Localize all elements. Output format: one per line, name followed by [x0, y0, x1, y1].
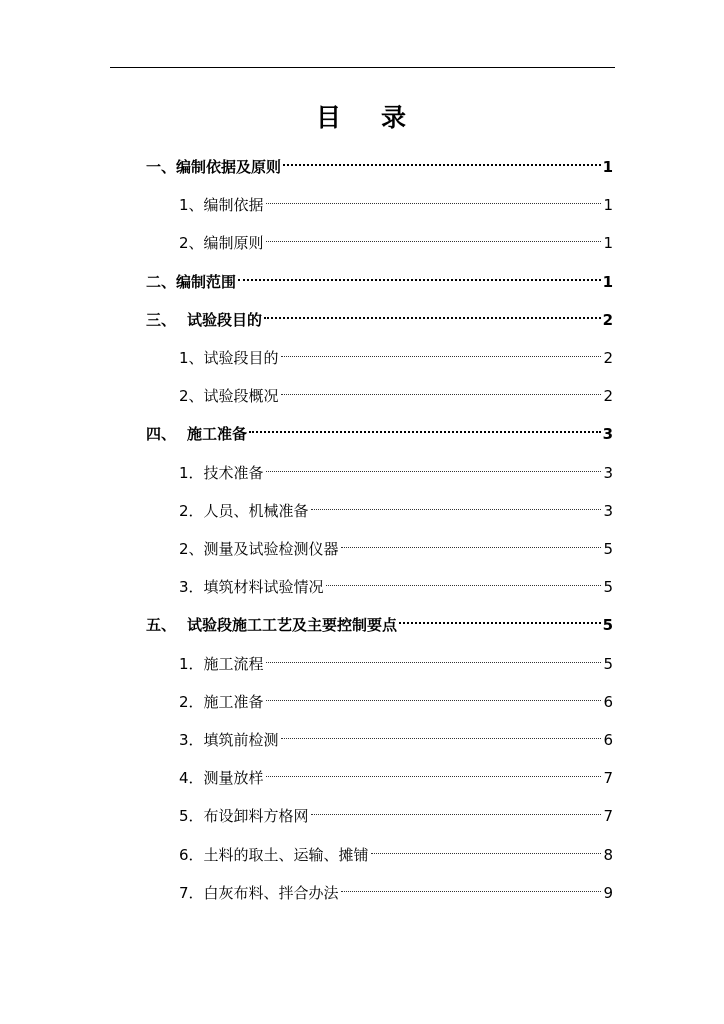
- toc-entry-number: 三、: [146, 310, 177, 329]
- toc-dot-leader: [341, 872, 602, 898]
- toc-section-entry[interactable]: [179, 643, 613, 673]
- header-rule: [110, 67, 615, 68]
- toc-entry-number: 3．: [179, 731, 204, 749]
- toc-section-entry[interactable]: [179, 795, 613, 826]
- toc-entry-number: 五、: [146, 616, 177, 635]
- toc-section-entry[interactable]: [179, 452, 613, 482]
- toc-entry-number: 一、: [146, 158, 177, 176]
- toc-section-entry[interactable]: [179, 184, 613, 215]
- toc-section-entry[interactable]: [179, 375, 613, 406]
- toc-entry-number: 7．: [179, 883, 204, 902]
- toc-section-entry[interactable]: [179, 490, 613, 520]
- toc-entry-number: 2、: [179, 540, 204, 558]
- page-title: [0, 100, 724, 136]
- toc-page-number: 2: [602, 310, 613, 329]
- toc-entry-number: 1．: [179, 654, 204, 673]
- toc-page-number: 3: [602, 425, 613, 444]
- toc-entry-title: 编制原则: [203, 234, 264, 253]
- toc-entry-number: 2、: [179, 234, 204, 253]
- toc-entry-title: 试验段目的: [187, 310, 263, 329]
- toc-entry-title: 土料的取土、运输、摊铺: [203, 845, 369, 864]
- toc-page-number: 1: [602, 158, 613, 176]
- toc-entry-title: 编制依据: [203, 196, 264, 215]
- toc-section-entry[interactable]: [179, 528, 613, 558]
- toc-chapter-entry[interactable]: [146, 146, 613, 176]
- toc-dot-leader: [266, 757, 602, 783]
- toc-dot-leader: [311, 490, 602, 516]
- toc-page-number: 5: [602, 616, 613, 635]
- toc-entry-number: 2．: [179, 692, 204, 711]
- toc-entry-title: 施工流程: [203, 654, 264, 673]
- toc-entry-title: 填筑前检测: [203, 731, 279, 749]
- title-char-1: 目: [315, 103, 343, 132]
- toc-entry-number: 1、: [179, 196, 204, 215]
- toc-section-entry[interactable]: [179, 337, 613, 367]
- toc-dot-leader: [311, 795, 602, 821]
- toc-page-number: 5: [603, 654, 613, 673]
- toc-page-number: 3: [603, 463, 613, 482]
- toc-page-number: 7: [603, 807, 613, 826]
- toc-section-entry[interactable]: [179, 834, 613, 864]
- toc-page-number: 8: [603, 845, 613, 864]
- toc-page-number: 7: [603, 769, 613, 788]
- toc-page-number: 2: [603, 387, 613, 406]
- toc-dot-leader: [266, 452, 602, 478]
- toc-entry-title: 布设卸料方格网: [203, 807, 309, 826]
- toc-dot-leader: [238, 261, 601, 287]
- toc-page-number: 1: [602, 272, 613, 291]
- toc-dot-leader: [266, 184, 602, 210]
- toc-entry-number: 2．: [179, 501, 204, 520]
- toc-dot-leader: [264, 299, 601, 325]
- toc-dot-leader: [249, 413, 601, 439]
- toc-dot-leader: [266, 643, 602, 669]
- toc-entry-title: 测量及试验检测仪器: [203, 540, 339, 558]
- toc-chapter-entry[interactable]: [146, 413, 613, 444]
- toc-dot-leader: [283, 146, 601, 172]
- toc-entry-number: 2、: [179, 387, 204, 406]
- toc-entry-number: 3．: [179, 578, 204, 597]
- toc-entry-title: 编制范围: [176, 272, 237, 291]
- toc-entry-number: 6．: [179, 845, 204, 864]
- toc-section-entry[interactable]: [179, 681, 613, 711]
- toc-entry-number: 四、: [146, 425, 177, 444]
- toc-entry-number: 1、: [179, 349, 204, 367]
- toc-page-number: 3: [603, 501, 613, 520]
- toc-entry-title: 人员、机械准备: [203, 501, 309, 520]
- title-char-2: 录: [381, 103, 409, 132]
- toc-page-number: 1: [603, 234, 613, 253]
- toc-section-entry[interactable]: [179, 719, 613, 749]
- toc-entry-title: 编制依据及原则: [176, 158, 282, 176]
- toc-chapter-entry[interactable]: [146, 261, 613, 291]
- toc-entry-title: 试验段施工工艺及主要控制要点: [187, 616, 398, 635]
- toc-page-number: 5: [603, 578, 613, 597]
- toc-section-entry[interactable]: [179, 757, 613, 788]
- toc-entry-number: 5．: [179, 807, 204, 826]
- toc-entry-number: 二、: [146, 272, 177, 291]
- toc-chapter-entry[interactable]: [146, 299, 613, 329]
- toc-page-number: 9: [603, 883, 613, 902]
- toc-entry-title: 试验段概况: [203, 387, 279, 406]
- toc-entry-title: 施工准备: [187, 425, 248, 444]
- toc-section-entry[interactable]: [179, 872, 613, 902]
- toc-entry-number: 1．: [179, 463, 204, 482]
- toc-chapter-entry[interactable]: [146, 604, 613, 635]
- toc-page-number: 5: [603, 540, 613, 558]
- toc-dot-leader: [326, 566, 602, 592]
- toc-dot-leader: [281, 375, 602, 401]
- toc-entry-number: 4．: [179, 769, 204, 788]
- toc-page-number: 2: [603, 349, 613, 367]
- toc-entry-title: 填筑材料试验情况: [203, 578, 324, 597]
- toc-page-number: 1: [603, 196, 613, 215]
- toc-dot-leader: [281, 719, 602, 745]
- toc-section-entry[interactable]: [179, 566, 613, 597]
- toc-entry-title: 技术准备: [203, 463, 264, 482]
- toc-entry-title: 试验段目的: [203, 349, 279, 367]
- toc-entry-title: 施工准备: [203, 692, 264, 711]
- toc-page-number: 6: [603, 731, 613, 749]
- toc-dot-leader: [266, 681, 602, 707]
- toc-section-entry[interactable]: [179, 222, 613, 253]
- toc-dot-leader: [341, 528, 602, 554]
- toc-entry-title: 白灰布料、拌合办法: [203, 883, 339, 902]
- toc-dot-leader: [281, 337, 602, 363]
- toc-dot-leader: [399, 604, 601, 630]
- toc-dot-leader: [371, 834, 602, 860]
- toc-page-number: 6: [603, 692, 613, 711]
- toc-dot-leader: [266, 222, 602, 248]
- toc-entry-title: 测量放样: [203, 769, 264, 788]
